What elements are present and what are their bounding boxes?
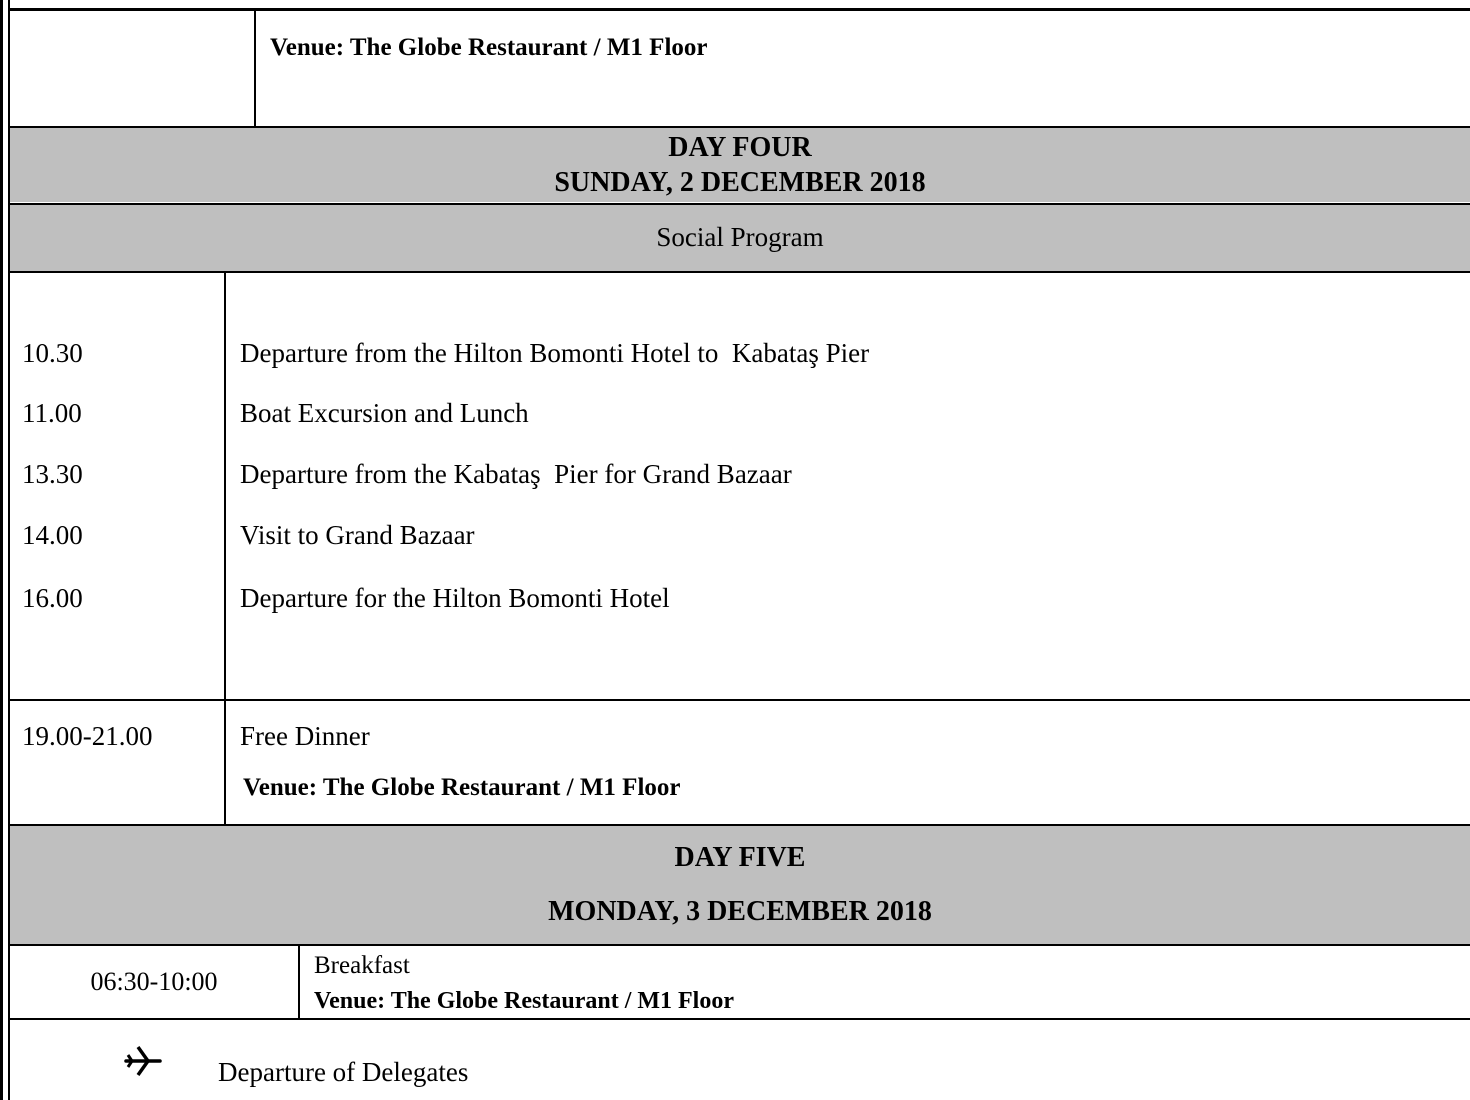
day-four-date: SUNDAY, 2 DECEMBER 2018 (554, 167, 926, 198)
schedule-time: 16.00 (22, 583, 83, 613)
schedule-column-divider (224, 272, 226, 825)
departure-label: Departure of Delegates (218, 1057, 469, 1087)
day-four-header-bottom (8, 203, 1470, 205)
top-block-bottom-line (8, 126, 1470, 128)
table-top-border (8, 8, 1470, 11)
schedule-time: 14.00 (22, 520, 83, 550)
top-block-divider (254, 10, 256, 126)
breakfast-bottom-line (8, 1018, 1470, 1020)
schedule-time: 13.30 (22, 459, 83, 489)
social-program-label: Social Program (656, 222, 824, 252)
schedule-time: 11.00 (22, 398, 82, 428)
schedule-activity: Departure from the Hilton Bomonti Hotel to Kabataş Pier (240, 338, 870, 368)
schedule-activity: Departure from the Kabataş Pier for Grand Bazaar (240, 459, 792, 489)
schedule-activity: Boat Excursion and Lunch (240, 398, 529, 428)
dinner-venue: Venue: The Globe Restaurant / M1 Floor (243, 774, 681, 801)
social-program-bottom (8, 271, 1470, 273)
top-venue-text: Venue: The Globe Restaurant / M1 Floor (270, 34, 708, 61)
page-left-border-outer (0, 0, 3, 1100)
page-left-border (8, 0, 10, 1100)
dinner-activity: Free Dinner (240, 721, 370, 751)
schedule-activity: Visit to Grand Bazaar (240, 520, 475, 550)
day-five-title: DAY FIVE (674, 842, 806, 873)
breakfast-activity: Breakfast (314, 952, 410, 979)
breakfast-column-divider (298, 945, 300, 1019)
dinner-bottom-line (8, 824, 1470, 826)
day-five-header-bottom (8, 944, 1470, 946)
airplane-icon (124, 1042, 162, 1080)
schedule-time: 10.30 (22, 338, 83, 368)
schedule-bottom-line (8, 699, 1470, 701)
schedule-activity: Departure for the Hilton Bomonti Hotel (240, 583, 670, 613)
dinner-time: 19.00-21.00 (22, 721, 153, 751)
day-five-date: MONDAY, 3 DECEMBER 2018 (548, 896, 932, 927)
day-four-title: DAY FOUR (668, 132, 812, 163)
breakfast-venue: Venue: The Globe Restaurant / M1 Floor (314, 988, 734, 1014)
breakfast-time: 06:30-10:00 (90, 967, 218, 996)
